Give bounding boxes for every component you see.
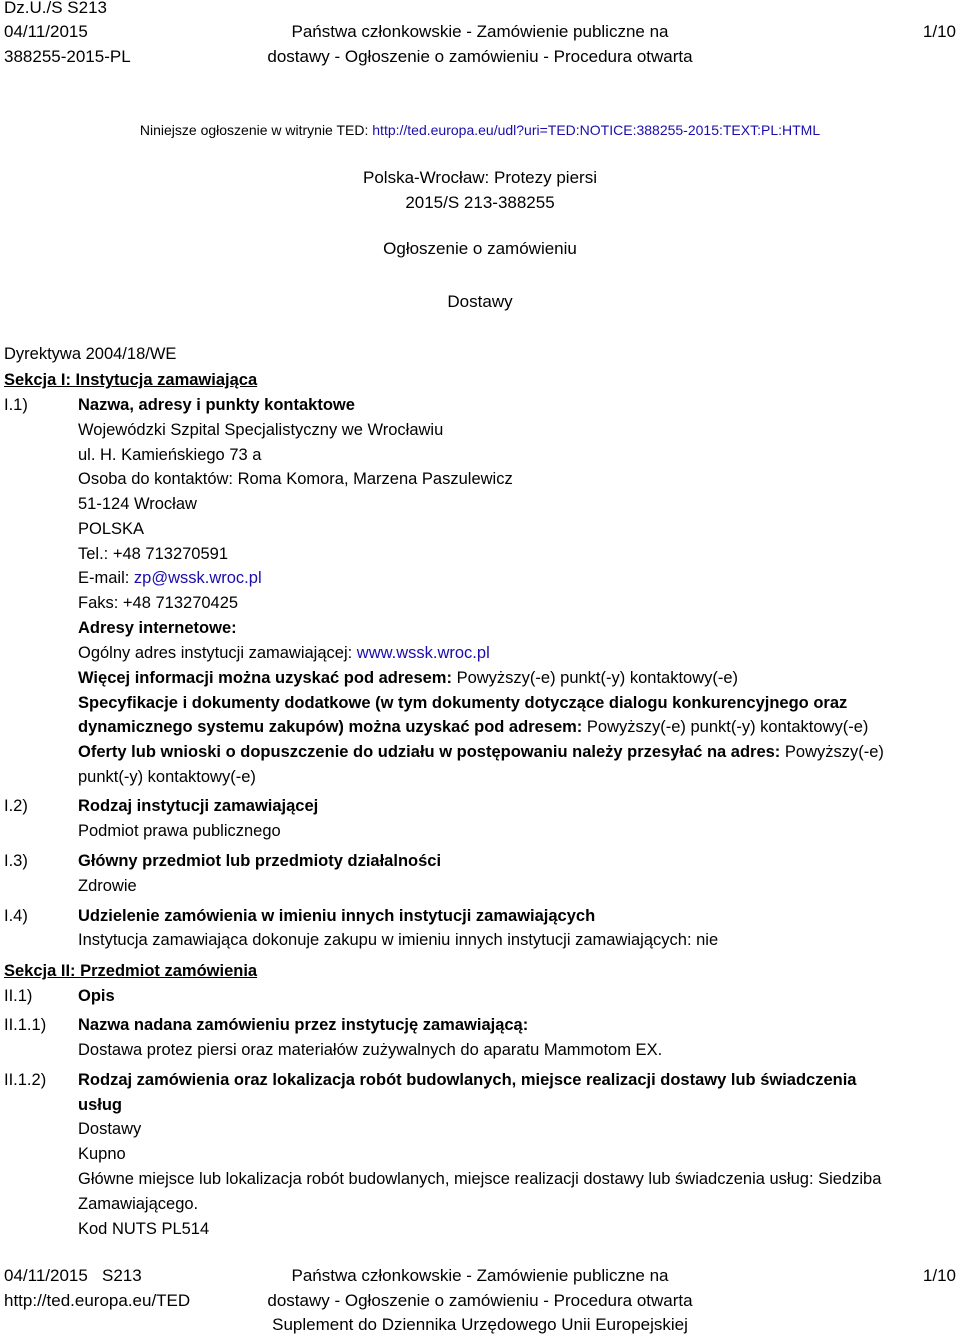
i1-country: POLSKA xyxy=(78,520,145,538)
ii12-mode: Kupno xyxy=(78,1145,126,1163)
i1-spec-label-line1: Specyfikacje i dokumenty dodatkowe (w tym dokumenty dotyczące dialogu konkurencyjnego oraz xyxy=(78,694,848,712)
ii11-number: II.1.1) xyxy=(4,1016,47,1034)
i4-value: Instytucja zamawiająca dokonuje zakupu w imieniu innych instytucji zamawiających: nie xyxy=(78,931,719,949)
header-title-line1: Państwa członkowskie - Zamówienie publiczne na xyxy=(291,22,669,41)
ii1-number: II.1) xyxy=(4,987,33,1005)
i1-web-label: Ogólny adres instytucji zamawiającej: xyxy=(78,644,357,662)
i1-offers-label: Oferty lub wnioski o dopuszczenie do udziału w postępowaniu należy przesyłać na adres: xyxy=(78,743,785,761)
ii12-nuts: Kod NUTS PL514 xyxy=(78,1220,210,1238)
i1-web-line xyxy=(78,644,490,663)
footer-page: 1/10 xyxy=(922,1266,956,1285)
intro-text: Niniejsze ogłoszenie w witrynie TED: xyxy=(139,122,373,138)
ii12-title-line2: usług xyxy=(78,1096,122,1114)
footer-url[interactable]: http://ted.europa.eu/TED xyxy=(4,1291,191,1310)
i1-street: ul. H. Kamieńskiego 73 a xyxy=(78,446,262,464)
header-journal: Dz.U./S S213 xyxy=(4,0,107,17)
i1-fax: Faks: +48 713270425 xyxy=(78,594,239,612)
directive: Dyrektywa 2004/18/WE xyxy=(4,345,177,363)
notice-reference: 2015/S 213-388255 xyxy=(405,193,555,212)
i1-web-link[interactable]: www.wssk.wroc.pl xyxy=(356,644,490,662)
footer-supplement: Suplement do Dziennika Urzędowego Unii Europejskiej xyxy=(272,1315,688,1334)
i2-title: Rodzaj instytucji zamawiającej xyxy=(78,797,319,815)
intro-ted-link[interactable]: http://ted.europa.eu/udl?uri=TED:NOTICE:388255-2015:TEXT:PL:HTML xyxy=(372,122,821,138)
footer-date-issue: 04/11/2015 S213 xyxy=(4,1266,142,1285)
i1-more-info-value: Powyższy(-e) punkt(-y) kontaktowy(-e) xyxy=(456,669,739,687)
header-date: 04/11/2015 xyxy=(4,22,88,41)
i1-spec-label-line2: dynamicznego systemu zakupów) można uzyskać pod adresem: xyxy=(78,718,587,736)
i3-title: Główny przedmiot lub przedmioty działalności xyxy=(78,852,442,870)
notice-contract-type: Dostawy xyxy=(447,292,513,311)
i1-web-heading: Adresy internetowe: xyxy=(78,619,237,637)
i3-value: Zdrowie xyxy=(78,877,137,895)
header-title-line2: dostawy - Ogłoszenie o zamówieniu - Procedura otwarta xyxy=(267,47,693,66)
ii12-number: II.1.2) xyxy=(4,1071,47,1089)
i1-offers-value-line1: Powyższy(-e) xyxy=(784,743,884,761)
i4-number: I.4) xyxy=(4,907,28,925)
i1-tel: Tel.: +48 713270591 xyxy=(78,545,229,563)
i1-offers-value-line2: punkt(-y) kontaktowy(-e) xyxy=(78,768,256,786)
i4-title: Udzielenie zamówienia w imieniu innych instytucji zamawiających xyxy=(78,907,596,925)
i3-number: I.3) xyxy=(4,852,28,870)
intro-line xyxy=(0,122,960,138)
i1-city: 51-124 Wrocław xyxy=(78,495,197,513)
i1-email-link[interactable]: zp@wssk.wroc.pl xyxy=(133,569,262,587)
i1-offers-line1 xyxy=(78,743,884,762)
i1-org-name: Wojewódzki Szpital Specjalistyczny we Wrocławiu xyxy=(78,421,444,439)
section1-heading: Sekcja I: Instytucja zamawiająca xyxy=(4,371,258,389)
i1-spec-line2 xyxy=(78,718,868,737)
footer-title-line2: dostawy - Ogłoszenie o zamówieniu - Procedura otwarta xyxy=(267,1291,693,1310)
ii11-title: Nazwa nadana zamówieniu przez instytucję zamawiającą: xyxy=(78,1016,529,1034)
i2-number: I.2) xyxy=(4,797,28,815)
notice-type-title: Ogłoszenie o zamówieniu xyxy=(383,239,577,258)
i1-spec-value: Powyższy(-e) punkt(-y) kontaktowy(-e) xyxy=(586,718,869,736)
i1-more-info-line xyxy=(78,669,738,688)
ii1-title: Opis xyxy=(78,987,115,1005)
ii12-place-line1: Główne miejsce lub lokalizacja robót budowlanych, miejsce realizacji dostawy lub świadczenia usług: Siedziba xyxy=(78,1170,882,1188)
notice-place-title: Polska-Wrocław: Protezy piersi xyxy=(363,168,597,187)
section2-heading: Sekcja II: Przedmiot zamówienia xyxy=(4,962,258,980)
ii12-title-line1: Rodzaj zamówienia oraz lokalizacja robót budowlanych, miejsce realizacji dostawy lub świadczenia xyxy=(78,1071,857,1089)
ii12-place-line2: Zamawiającego. xyxy=(78,1195,199,1213)
ii11-value: Dostawa protez piersi oraz materiałów zużywalnych do aparatu Mammotom EX. xyxy=(78,1041,663,1059)
i1-number: I.1) xyxy=(4,396,28,414)
i1-email-line xyxy=(78,569,262,588)
footer-title-line1: Państwa członkowskie - Zamówienie publiczne na xyxy=(291,1266,669,1285)
i1-more-info-label: Więcej informacji można uzyskać pod adresem: xyxy=(78,669,457,687)
header-page: 1/10 xyxy=(922,22,956,41)
i1-title: Nazwa, adresy i punkty kontaktowe xyxy=(78,396,355,414)
i2-value: Podmiot prawa publicznego xyxy=(78,822,281,840)
i1-email-label: E-mail: xyxy=(78,569,134,587)
header-notice-id: 388255-2015-PL xyxy=(4,47,131,66)
ii12-type: Dostawy xyxy=(78,1120,142,1138)
i1-contact: Osoba do kontaktów: Roma Komora, Marzena Paszulewicz xyxy=(78,470,513,488)
